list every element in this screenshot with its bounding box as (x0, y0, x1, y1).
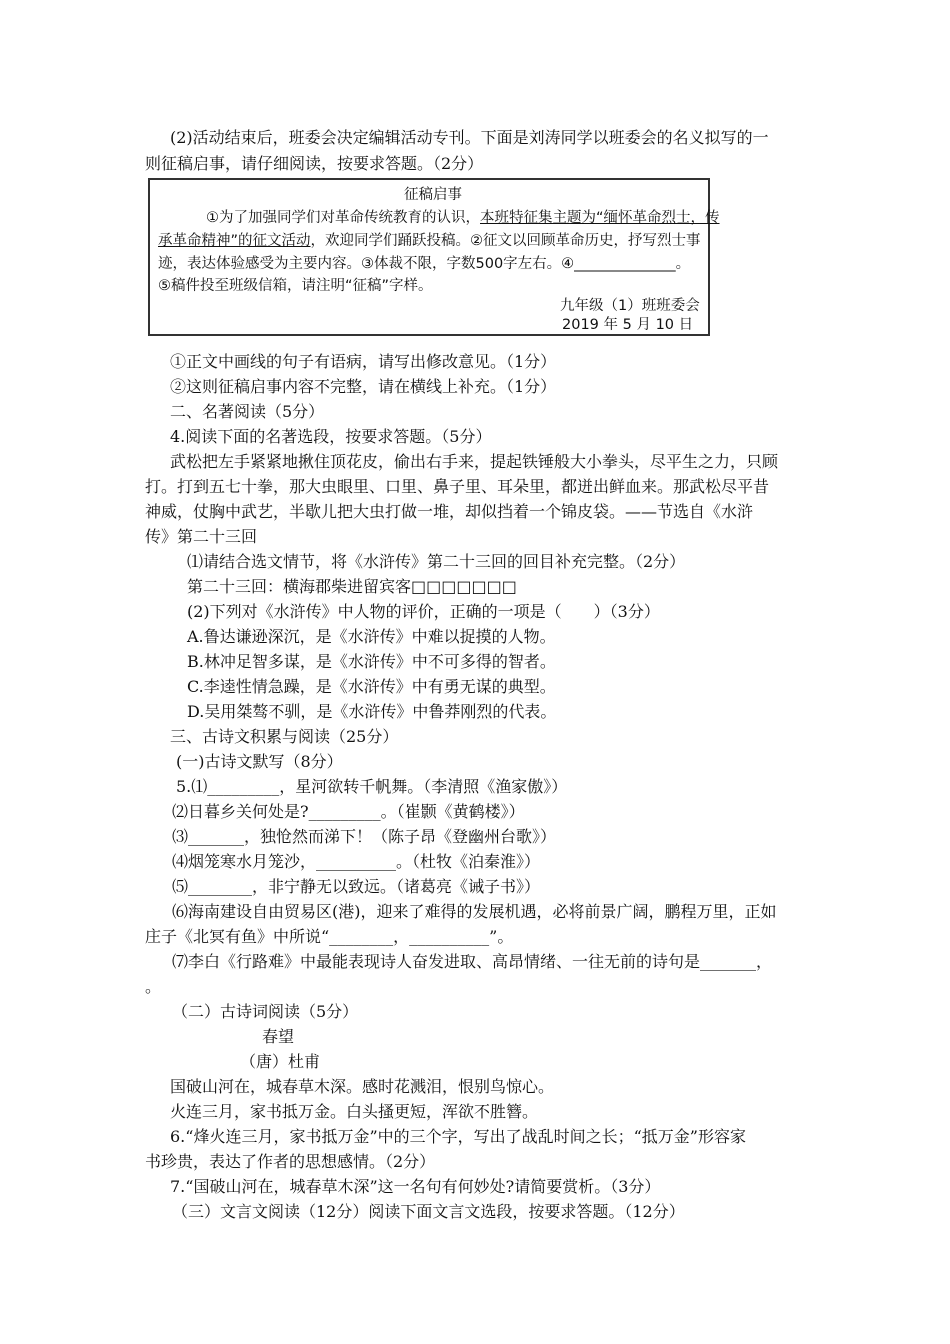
q2-intro-line-1: (2)活动结束后，班委会决定编辑活动专刊。下面是刘涛同学以班委会的名义拟写的一 (170, 128, 769, 147)
option-c: C.李逵性情急躁，是《水浒传》中有勇无谋的典型。 (187, 677, 556, 696)
notice-line-1-plain: ①为了加强同学们对革命传统教育的认识， (206, 210, 480, 226)
notice-line-2-plain: ，欢迎同学们踊跃投稿。②征文以回顾革命历史，抒写烈士事 (310, 233, 701, 249)
q7: 7.“国破山河在，城春草木深”这一名句有何妙处?请简要赏析。（3分） (170, 1177, 661, 1196)
q5-3: ⑶_______，独怆然而涕下！（陈子昂《登幽州台歌》） (172, 827, 557, 846)
q2-sub-1: ①正文中画线的句子有语病，请写出修改意见。（1分） (170, 352, 557, 371)
poem-line-2: 火连三月，家书抵万金。白头搔更短，浑欲不胜簪。 (170, 1102, 539, 1121)
poem-title: 春望 (262, 1027, 295, 1046)
excerpt-line-2: 打。打到五七十拳，那大虫眼里、口里、鼻子里、耳朵里，都迸出鲜血来。那武松尽平昔 (145, 477, 770, 496)
poem-author: （唐）杜甫 (240, 1052, 321, 1071)
subsection-1: (一)古诗文默写（8分） (176, 752, 343, 771)
q4-sub-1: ⑴请结合选文情节，将《水浒传》第二十三回的回目补充完整。（2分） (187, 552, 686, 571)
notice-line-1-underlined: 本班特征集主题为“缅怀革命烈士，传 (480, 210, 720, 226)
q5-5: ⑸________，非宁静无以致远。（诸葛亮《诫子书》） (172, 877, 541, 896)
notice-line-4: ⑤稿件投至班级信箱，请注明“征稿”字样。 (158, 278, 433, 294)
notice-line-2 (158, 232, 701, 250)
q6-line-2: 书珍贵，表达了作者的思想感情。（2分） (145, 1152, 436, 1171)
section-heading-2: 二、名著阅读（5分） (170, 402, 325, 421)
option-a: A.鲁达谦逊深沉，是《水浒传》中难以捉摸的人物。 (187, 627, 556, 646)
subsection-3: （三）文言文阅读（12分）阅读下面文言文选段，按要求答题。（12分） (172, 1202, 685, 1221)
excerpt-line-3: 神威，仗胸中武艺，半歇儿把大虫打做一堆，却似挡着一个锦皮袋。——节选自《水浒 (145, 502, 754, 521)
subsection-2: （二）古诗词阅读（5分） (172, 1002, 359, 1021)
notice-box (148, 178, 720, 336)
q5-7-line-2: 。 (145, 977, 162, 996)
q5-2: ⑵日暮乡关何处是?_________。（崔颢《黄鹤楼》） (172, 802, 525, 821)
notice-title: 征稿启事 (404, 187, 462, 203)
q5-6-line-1: ⑹海南建设自由贸易区(港)，迎来了难得的发展机遇，必将前景广阔，鹏程万里，正如 (172, 902, 777, 921)
q4-prompt: 4.阅读下面的名著选段，按要求答题。（5分） (170, 427, 492, 446)
option-b: B.林冲足智多谋，是《水浒传》中不可多得的智者。 (187, 652, 556, 671)
poem-line-1: 国破山河在，城春草木深。感时花溅泪，恨别鸟惊心。 (170, 1077, 555, 1096)
q5-7-line-1: ⑺李白《行路难》中最能表现诗人奋发进取、高昂情绪、一往无前的诗句是_______， (172, 952, 773, 971)
option-d: D.吴用桀骜不驯，是《水浒传》中鲁莽刚烈的代表。 (187, 702, 557, 721)
notice-line-3: 迹，表达体验感受为主要内容。③体裁不限，字数500字左右。④______________。 (158, 256, 691, 272)
q6-line-1: 6.“烽火连三月，家书抵万金”中的三个字，写出了战乱时间之长；“抵万金”形容家 (170, 1127, 746, 1146)
notice-line-2-underlined: 承革命精神”的征文活动 (158, 233, 311, 249)
excerpt-line-4: 传》第二十三回 (145, 527, 258, 546)
q5-4: ⑷烟笼寒水月笼沙，__________。（杜牧《泊秦淮》） (172, 852, 541, 871)
notice-date: 2019 年 5 月 10 日 (562, 317, 694, 333)
notice-line-1 (206, 209, 720, 227)
q2-intro-line-2: 则征稿启事，请仔细阅读，按要求答题。（2分） (145, 154, 484, 173)
excerpt-line-1: 武松把左手紧紧地揪住顶花皮，偷出右手来，提起铁锤般大小拳头，尽平生之力，只顾 (170, 452, 779, 471)
q5-1: 5.⑴_________，星河欲转千帆舞。（李清照《渔家傲》） (176, 777, 568, 796)
q5-6-line-2: 庄子《北冥有鱼》中所说“________，__________”。 (145, 927, 514, 946)
section-heading-3: 三、古诗文积累与阅读（25分） (170, 727, 399, 746)
notice-signature: 九年级（1）班班委会 (560, 298, 700, 314)
q4-sub-1-answer: 第二十三回：横海郡柴进留宾客□□□□□□□ (187, 577, 517, 596)
q2-sub-2: ②这则征稿启事内容不完整，请在横线上补充。（1分） (170, 377, 557, 396)
q4-sub-2: (2)下列对《水浒传》中人物的评价，正确的一项是（ ）（3分） (187, 602, 660, 621)
